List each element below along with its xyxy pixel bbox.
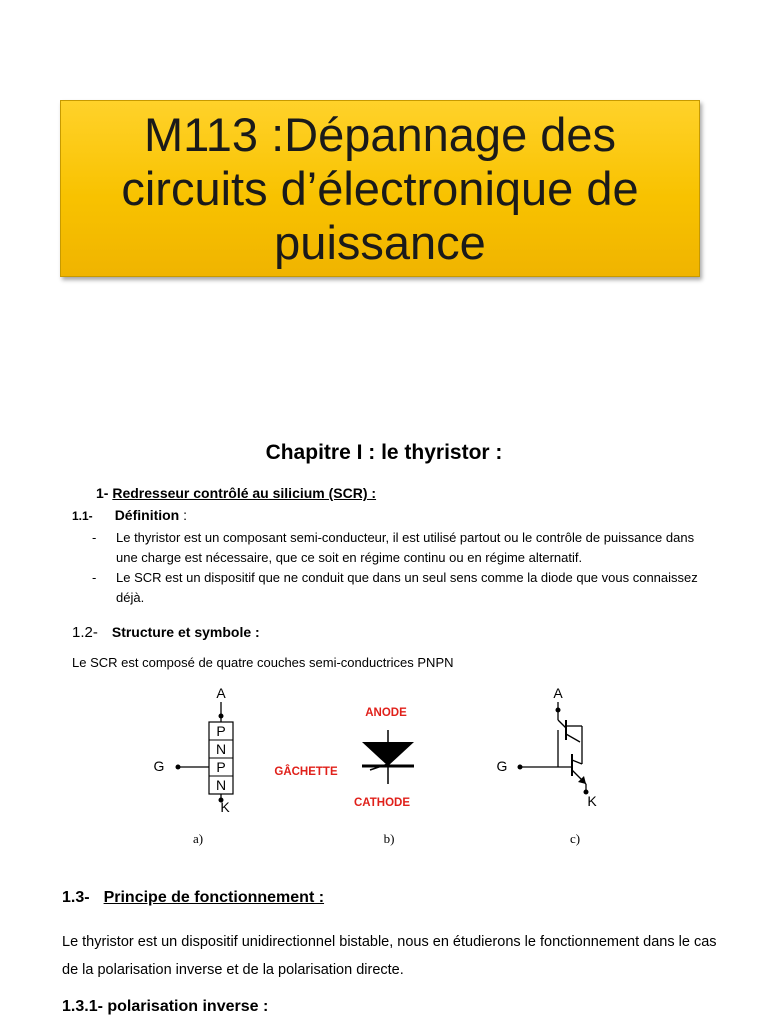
section-1-number: 1- — [96, 485, 109, 501]
section-1-3-1-heading: 1.3.1- polarisation inverse : — [62, 998, 269, 1015]
section-1-1-title: Définition — [114, 507, 180, 523]
section-1-heading — [96, 485, 376, 501]
thyristor-diagrams — [140, 680, 620, 855]
section-1-1-suffix: : — [179, 507, 188, 523]
section-1-title: Redresseur contrôlé au silicium (SCR) : — [112, 485, 377, 501]
section-1-3-heading — [62, 889, 324, 907]
label-a-cathode: K — [220, 799, 230, 815]
caption-a: a) — [192, 831, 204, 846]
title-line-1: M113 :Dépannage des — [143, 107, 617, 161]
caption-c: c) — [569, 831, 581, 846]
diagram-c — [497, 685, 598, 846]
label-a-gate: G — [153, 758, 165, 774]
section-1-3-number: 1.3- — [62, 889, 90, 906]
section-1-1-number: 1.1- — [72, 509, 93, 523]
bullet-dash: - — [92, 530, 97, 545]
section-1-3-title: Principe de fonctionnement : — [103, 889, 325, 906]
title-line-2: circuits d’électronique de — [121, 161, 639, 215]
section-1-1-heading — [72, 507, 187, 523]
list-item — [92, 528, 712, 568]
title-banner — [60, 100, 700, 277]
bullet-dash: - — [92, 570, 97, 585]
principle-paragraph: Le thyristor est un dispositif unidirectionnel bistable, nous en étudierons le fonctionnement dans le cas de la polarisation inverse et de la polarisation directe. — [62, 934, 717, 978]
layer-label: N — [215, 741, 227, 757]
diagram-b — [274, 707, 414, 846]
section-1-2-number: 1.2- — [72, 624, 98, 641]
pnpn-description: Le SCR est composé de quatre couches semi-conductrices PNPN — [72, 655, 454, 670]
label-c-cathode: K — [587, 793, 597, 809]
diagram-a — [154, 685, 233, 846]
list-item — [92, 568, 712, 608]
label-b-cathode: CATHODE — [353, 797, 411, 809]
label-b-gate: GÂCHETTE — [274, 766, 338, 778]
bullet-text: Le thyristor est un composant semi-conducteur, il est utilisé partout ou le contrôle de puissance dans une charge est nécessaire, que ce soit en régime continu ou en régime alternatif. — [116, 530, 695, 565]
layer-label: N — [215, 777, 227, 793]
label-a-anode: A — [216, 685, 226, 701]
title-line-3: puissance — [274, 215, 486, 269]
layer-label: P — [216, 759, 226, 775]
label-c-gate: G — [496, 758, 508, 774]
chapter-title: Chapitre I : le thyristor : — [265, 441, 503, 464]
caption-b: b) — [383, 831, 395, 846]
section-1-2-title: Structure et symbole : — [111, 624, 260, 640]
scr-triangle-icon — [362, 742, 414, 766]
section-1-2-heading — [72, 624, 260, 641]
bullet-text: Le SCR est un dispositif que ne conduit que dans un seul sens comme la diode que vous connaissez déjà. — [116, 570, 698, 605]
layer-label: P — [216, 723, 226, 739]
label-b-anode: ANODE — [365, 707, 407, 719]
definition-list — [92, 528, 712, 608]
document-title — [121, 108, 638, 270]
label-c-anode: A — [553, 685, 563, 701]
